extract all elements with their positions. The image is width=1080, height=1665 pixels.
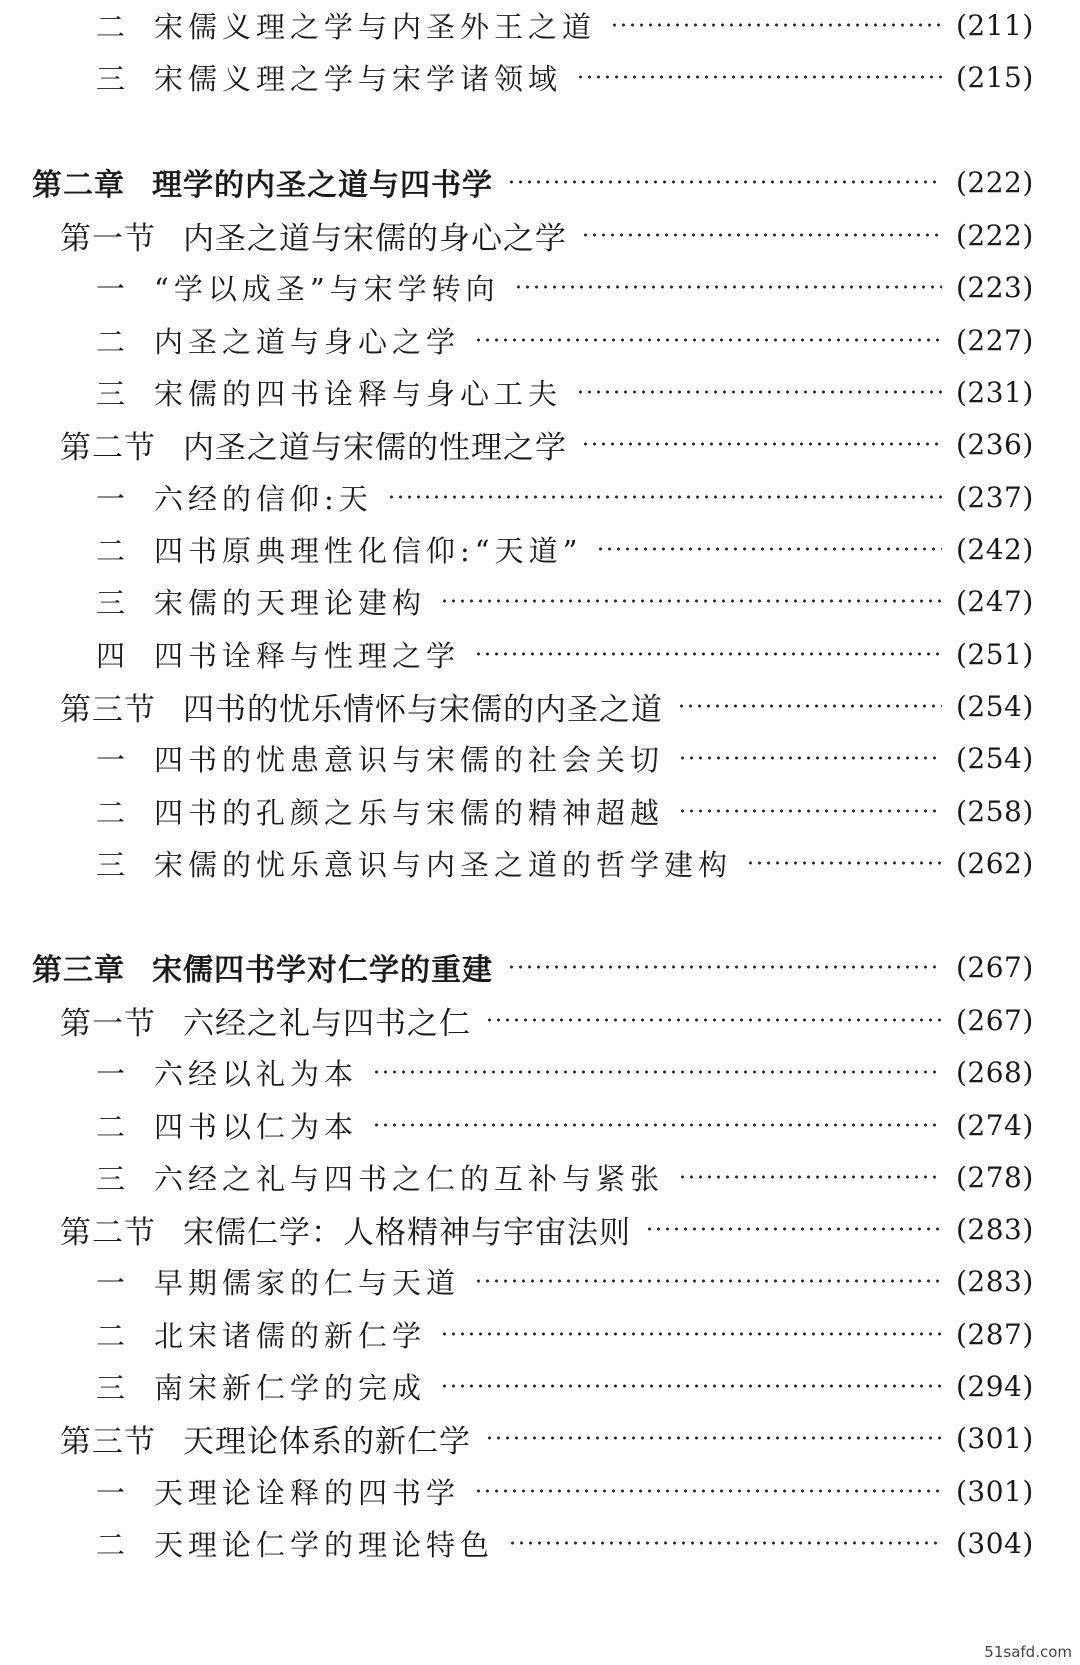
entry-number: 三: [96, 61, 131, 96]
entry-title: 宋儒的天理论建构: [154, 585, 427, 620]
entry-number: 一: [96, 1475, 131, 1510]
entry-title: 天理论体系的新仁学: [183, 1423, 471, 1460]
entry-label: [0, 1157, 664, 1198]
entry-number: 一: [96, 481, 131, 516]
page-number: (254): [956, 689, 1034, 723]
entry-label: [0, 477, 373, 518]
toc-item-entry: [0, 577, 1080, 625]
entry-title: 天理论仁学的理论特色: [154, 1527, 495, 1562]
entry-number: 第二节: [60, 1214, 156, 1251]
entry-title: 内圣之道与宋儒的身心之学: [183, 220, 567, 257]
watermark: 51safd.com: [984, 1643, 1072, 1661]
entry-title: 宋儒义理之学与内圣外王之道: [154, 9, 597, 44]
toc-item-entry: [0, 53, 1080, 101]
toc-section-entry: [0, 996, 1080, 1044]
dot-leader: [485, 1014, 942, 1026]
entry-title: 四书以仁为本: [154, 1109, 359, 1144]
dot-leader: [372, 1066, 942, 1078]
entry-title: 四书原典理性化信仰:“天道”: [154, 533, 583, 568]
toc-item-entry: [0, 525, 1080, 573]
entry-number: 二: [96, 1318, 131, 1353]
dot-leader: [746, 857, 942, 869]
entry-number: 四: [96, 638, 131, 673]
entry-label: [0, 529, 582, 570]
page-number: (211): [956, 8, 1034, 42]
dot-leader: [610, 19, 942, 31]
entry-number: 第一节: [60, 220, 156, 257]
entry-number: 三: [96, 1370, 131, 1405]
dot-leader: [576, 386, 942, 398]
entry-number: 三: [96, 847, 131, 882]
entry-label: [0, 634, 460, 675]
entry-label: [0, 1471, 460, 1512]
dot-leader: [678, 752, 942, 764]
dot-leader: [581, 438, 942, 450]
dot-leader: [581, 229, 942, 241]
toc-item-entry: [0, 839, 1080, 887]
dot-leader: [485, 1432, 942, 1444]
page-number: (268): [956, 1055, 1034, 1089]
entry-number: 一: [96, 1265, 131, 1300]
dot-leader: [514, 281, 942, 293]
dot-leader: [507, 961, 942, 973]
page-number: (287): [956, 1317, 1034, 1351]
entry-number: 第二节: [60, 429, 156, 466]
entry-label: [0, 213, 567, 258]
page-number: (283): [956, 1212, 1034, 1246]
entry-title: 南宋新仁学的完成: [154, 1370, 427, 1405]
entry-label: [0, 684, 663, 729]
dot-leader: [677, 700, 942, 712]
dot-leader: [440, 1328, 942, 1340]
toc-item-entry: [0, 734, 1080, 782]
entry-number: 二: [96, 533, 131, 568]
entry-number: 二: [96, 1109, 131, 1144]
toc-item-entry: [0, 1467, 1080, 1515]
toc-item-entry: [0, 368, 1080, 416]
entry-label: [0, 1416, 471, 1461]
entry-label: [0, 581, 426, 622]
entry-label: [0, 320, 460, 361]
page-number: (237): [956, 480, 1034, 514]
page-number: (267): [956, 950, 1034, 984]
toc-item-entry: [0, 1257, 1080, 1305]
entry-title: 理学的内圣之道与四书学: [152, 168, 493, 203]
toc-item-entry: [0, 1519, 1080, 1567]
toc-item-entry: [0, 630, 1080, 678]
entry-title: 四书的孔颜之乐与宋儒的精神超越: [154, 795, 665, 830]
dot-leader: [508, 1537, 942, 1549]
entry-label: [0, 738, 664, 779]
toc-item-entry: [0, 263, 1080, 311]
entry-label: [0, 5, 596, 46]
toc-item-entry: [0, 473, 1080, 521]
page-number: (262): [956, 846, 1034, 880]
toc-item-entry: [0, 316, 1080, 364]
toc-section-entry: [0, 1205, 1080, 1253]
entry-number: 第三章: [32, 953, 125, 988]
entry-number: 第二章: [32, 168, 125, 203]
page-number: (247): [956, 584, 1034, 618]
dot-leader: [645, 1223, 942, 1235]
toc-item-entry: [0, 1101, 1080, 1149]
entry-label: [0, 267, 500, 308]
toc-chapter-entry: [0, 158, 1080, 206]
page-number: (278): [956, 1160, 1034, 1194]
entry-title: 宋儒仁学：人格精神与宇宙法则: [183, 1214, 631, 1251]
entry-title: 六经之礼与四书之仁的互补与紧张: [154, 1161, 665, 1196]
page-number: (231): [956, 375, 1034, 409]
dot-leader: [440, 1380, 942, 1392]
entry-number: 二: [96, 9, 131, 44]
entry-label: [0, 1261, 460, 1302]
page-number: (258): [956, 794, 1034, 828]
entry-label: [0, 1207, 631, 1252]
entry-number: 第三节: [60, 1423, 156, 1460]
page-number: (283): [956, 1264, 1034, 1298]
toc-section-entry: [0, 682, 1080, 730]
dot-leader: [474, 334, 942, 346]
toc-item-entry: [0, 787, 1080, 835]
entry-title: 宋儒的忧乐意识与内圣之道的哲学建构: [154, 847, 733, 882]
page-number: (254): [956, 741, 1034, 775]
entry-title: 四书的忧乐情怀与宋儒的内圣之道: [183, 691, 663, 728]
entry-title: 天理论诠释的四书学: [154, 1475, 461, 1510]
entry-label: [0, 1052, 358, 1093]
entry-number: 一: [96, 742, 131, 777]
entry-number: 三: [96, 1161, 131, 1196]
entry-label: [0, 1523, 494, 1564]
page-number: (301): [956, 1421, 1034, 1455]
toc-section-entry: [0, 1414, 1080, 1462]
page-number: (301): [956, 1474, 1034, 1508]
dot-leader: [440, 595, 942, 607]
page-number: (304): [956, 1526, 1034, 1560]
entry-label: [0, 160, 493, 204]
entry-label: [0, 945, 493, 989]
toc-item-entry: [0, 1153, 1080, 1201]
entry-title: 六经的信仰:天: [154, 481, 373, 516]
dot-leader: [678, 1171, 942, 1183]
page-number: (251): [956, 637, 1034, 671]
entry-number: 第三节: [60, 691, 156, 728]
entry-number: 一: [96, 1056, 131, 1091]
page-number: (274): [956, 1108, 1034, 1142]
entry-number: 第一节: [60, 1005, 156, 1042]
entry-title: 六经以礼为本: [154, 1056, 359, 1091]
dot-leader: [507, 176, 942, 188]
entry-title: “学以成圣”与宋学转向: [154, 271, 500, 306]
toc-chapter-entry: [0, 943, 1080, 991]
page-number: (222): [956, 165, 1034, 199]
entry-label: [0, 1314, 426, 1355]
toc-section-entry: [0, 211, 1080, 259]
entry-label: [0, 372, 562, 413]
entry-title: 四书的忧患意识与宋儒的社会关切: [154, 742, 665, 777]
page-number: (242): [956, 532, 1034, 566]
entry-number: 一: [96, 271, 131, 306]
dot-leader: [678, 805, 942, 817]
page-number: (236): [956, 427, 1034, 461]
entry-title: 内圣之道与身心之学: [154, 324, 461, 359]
entry-title: 宋儒义理之学与宋学诸领域: [154, 61, 563, 96]
dot-leader: [596, 543, 942, 555]
entry-number: 三: [96, 585, 131, 620]
dot-leader: [474, 1485, 942, 1497]
dot-leader: [474, 1275, 942, 1287]
entry-number: 二: [96, 1527, 131, 1562]
dot-leader: [576, 71, 942, 83]
entry-label: [0, 1105, 358, 1146]
toc-item-entry: [0, 1362, 1080, 1410]
page-number: (267): [956, 1003, 1034, 1037]
page-number: (215): [956, 60, 1034, 94]
entry-label: [0, 998, 471, 1043]
toc-item-entry: [0, 1310, 1080, 1358]
page-number: (294): [956, 1369, 1034, 1403]
toc-section-entry: [0, 420, 1080, 468]
page-number: (222): [956, 218, 1034, 252]
entry-number: 三: [96, 376, 131, 411]
toc-item-entry: [0, 1048, 1080, 1096]
entry-title: 内圣之道与宋儒的性理之学: [183, 429, 567, 466]
dot-leader: [387, 491, 942, 503]
entry-title: 六经之礼与四书之仁: [183, 1005, 471, 1042]
entry-label: [0, 843, 732, 884]
entry-number: 二: [96, 324, 131, 359]
dot-leader: [372, 1119, 942, 1131]
toc-item-entry: [0, 1, 1080, 49]
entry-label: [0, 791, 664, 832]
entry-number: 二: [96, 795, 131, 830]
entry-label: [0, 1366, 426, 1407]
entry-title: 早期儒家的仁与天道: [154, 1265, 461, 1300]
entry-title: 北宋诸儒的新仁学: [154, 1318, 427, 1353]
entry-title: 宋儒的四书诠释与身心工夫: [154, 376, 563, 411]
entry-label: [0, 422, 567, 467]
entry-title: 宋儒四书学对仁学的重建: [152, 953, 493, 988]
page-number: (223): [956, 270, 1034, 304]
entry-title: 四书诠释与性理之学: [154, 638, 461, 673]
entry-label: [0, 57, 562, 98]
dot-leader: [474, 648, 942, 660]
page-number: (227): [956, 323, 1034, 357]
